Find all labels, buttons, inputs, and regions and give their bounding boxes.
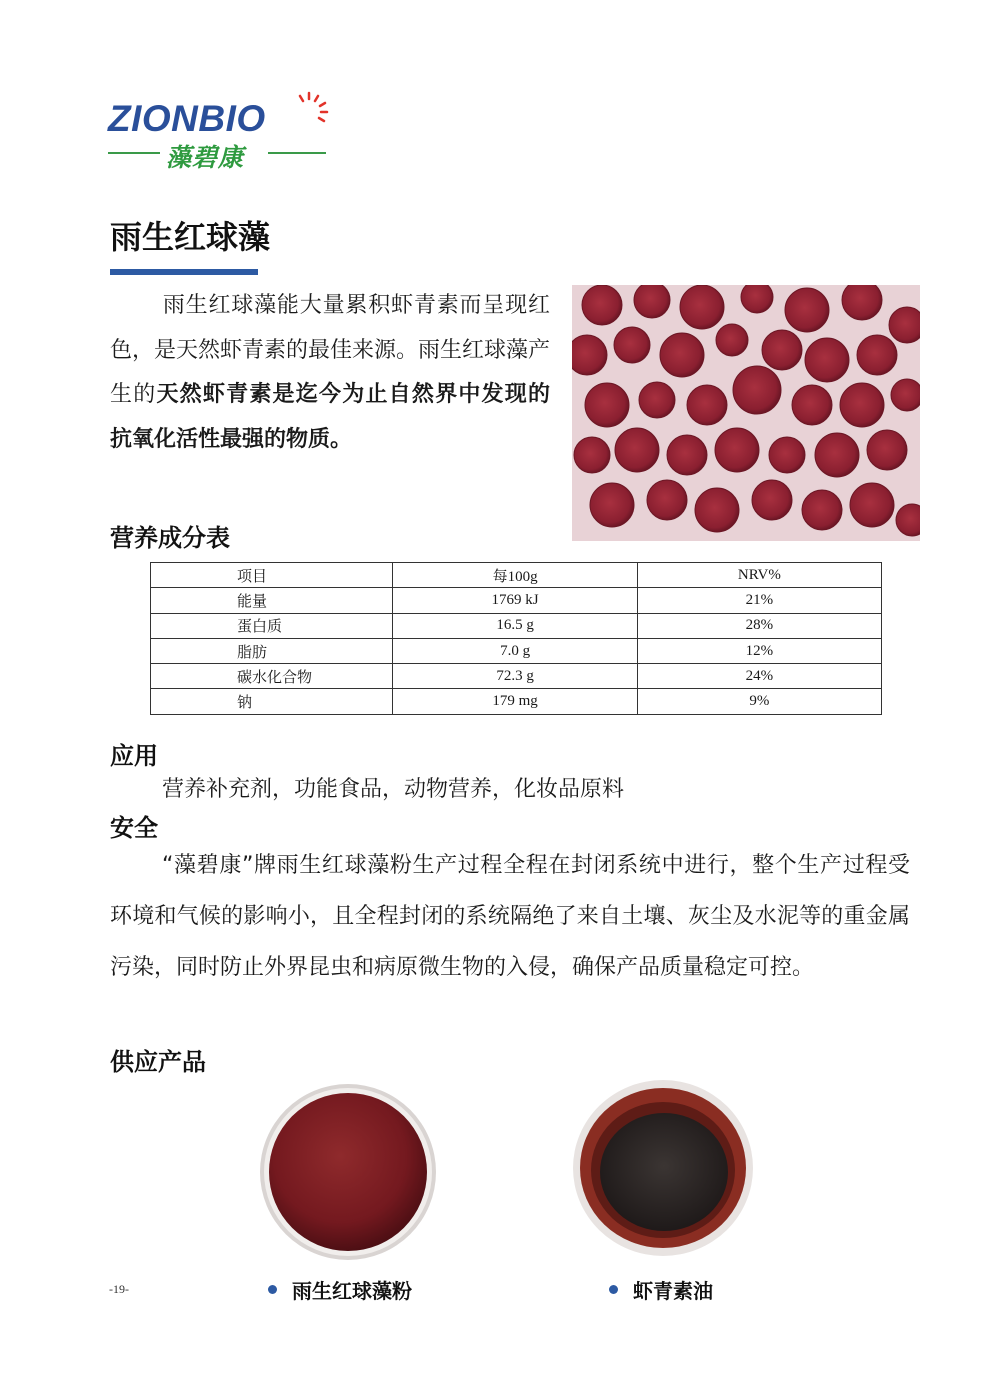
table-row	[151, 638, 882, 663]
algae-cell	[585, 383, 629, 427]
brand-logo	[108, 92, 328, 172]
product-caption-powder	[268, 1275, 412, 1304]
page-number: -19-	[109, 1282, 129, 1296]
algae-cell	[889, 307, 920, 343]
table-row	[151, 613, 882, 638]
microscope-photo	[572, 285, 920, 541]
algae-cell	[842, 285, 882, 320]
header-item: 项目	[151, 563, 393, 588]
cell-amount: 1769 kJ	[393, 588, 637, 613]
bullet-icon	[268, 1285, 277, 1294]
algae-cell	[695, 488, 739, 532]
safety-paragraph	[110, 840, 910, 993]
logo-wordmark: ZIONBIO	[108, 98, 266, 139]
safety-heading: 安全	[110, 814, 158, 842]
application-heading: 应用	[110, 742, 158, 770]
algae-cell	[741, 285, 773, 313]
algae-cell	[647, 480, 687, 520]
cell-nrv: 24%	[637, 664, 881, 689]
algae-cell	[639, 382, 675, 418]
cell-item: 脂肪	[151, 638, 393, 663]
table-row	[151, 588, 882, 613]
algae-cell	[590, 483, 634, 527]
cell-nrv: 21%	[637, 588, 881, 613]
cell-nrv: 12%	[637, 638, 881, 663]
algae-cell	[840, 383, 884, 427]
algae-cell	[634, 285, 670, 318]
intro-paragraph	[110, 284, 550, 462]
product-caption-oil	[609, 1275, 713, 1304]
header-per100g: 每100g	[393, 563, 637, 588]
algae-cell	[716, 324, 748, 356]
algae-cell	[667, 435, 707, 475]
bullet-icon	[609, 1285, 618, 1294]
algae-powder-dish-image	[258, 1082, 438, 1262]
algae-cell	[815, 433, 859, 477]
algae-cell	[867, 430, 907, 470]
cell-amount: 7.0 g	[393, 638, 637, 663]
algae-cell	[785, 288, 829, 332]
algae-cell	[857, 335, 897, 375]
nutrition-table	[150, 562, 882, 715]
intro-text: 雨生红球藻能大量累积虾青素而呈现红色，是天然虾青素的最佳来源。雨生红球藻产生的	[110, 293, 551, 407]
algae-cell	[715, 428, 759, 472]
product-label: 雨生红球藻粉	[292, 1279, 412, 1303]
algae-cells-image	[572, 285, 920, 541]
header-nrv: NRV%	[637, 563, 881, 588]
intro-bold-text: 天然虾青素是迄今为止自然界中发现的抗氧化活性最强的物质。	[110, 382, 550, 452]
logo-chinese-name: 藻碧康	[166, 143, 245, 172]
cell-item: 钠	[151, 689, 393, 714]
product-label: 虾青素油	[633, 1279, 713, 1303]
cell-nrv: 9%	[637, 689, 881, 714]
algae-cell	[582, 285, 622, 325]
logo-line-left	[108, 152, 160, 154]
algae-cell	[733, 366, 781, 414]
sun-rays-icon	[288, 90, 330, 132]
products-heading: 供应产品	[110, 1048, 206, 1076]
algae-cell	[614, 327, 650, 363]
algae-cell	[752, 480, 792, 520]
cell-item: 能量	[151, 588, 393, 613]
astaxanthin-oil-dish-image	[570, 1076, 756, 1266]
algae-cell	[769, 437, 805, 473]
cell-amount: 16.5 g	[393, 613, 637, 638]
algae-cell	[660, 333, 704, 377]
page-title: 雨生红球藻	[110, 218, 271, 256]
algae-cell	[687, 385, 727, 425]
cell-item: 蛋白质	[151, 613, 393, 638]
algae-cell	[680, 285, 724, 329]
algae-cell	[802, 490, 842, 530]
table-row	[151, 689, 882, 714]
table-row	[151, 664, 882, 689]
title-underline	[110, 269, 258, 275]
algae-cell	[896, 504, 920, 536]
application-text: 营养补充剂，功能食品，动物营养，化妆品原料	[162, 777, 625, 802]
algae-cell	[615, 428, 659, 472]
algae-cell	[762, 330, 802, 370]
logo-line-right	[268, 152, 326, 154]
nutrition-heading: 营养成分表	[110, 524, 230, 552]
algae-cell	[850, 483, 894, 527]
algae-cell	[805, 338, 849, 382]
table-header-row	[151, 563, 882, 588]
safety-text: “藻碧康”牌雨生红球藻粉生产过程全程在封闭系统中进行，整个生产过程受环境和气候的影响小，且全程封闭的系统隔绝了来自土壤、灰尘及水泥等的重金属污染，同时防止外界昆虫和病原微生物的入侵，确保产品质量稳定可控。	[110, 853, 910, 980]
cell-nrv: 28%	[637, 613, 881, 638]
algae-cell	[572, 335, 607, 375]
algae-cell	[891, 379, 920, 411]
algae-cell	[792, 385, 832, 425]
cell-item: 碳水化合物	[151, 664, 393, 689]
algae-cell	[574, 437, 610, 473]
cell-amount: 179 mg	[393, 689, 637, 714]
cell-amount: 72.3 g	[393, 664, 637, 689]
